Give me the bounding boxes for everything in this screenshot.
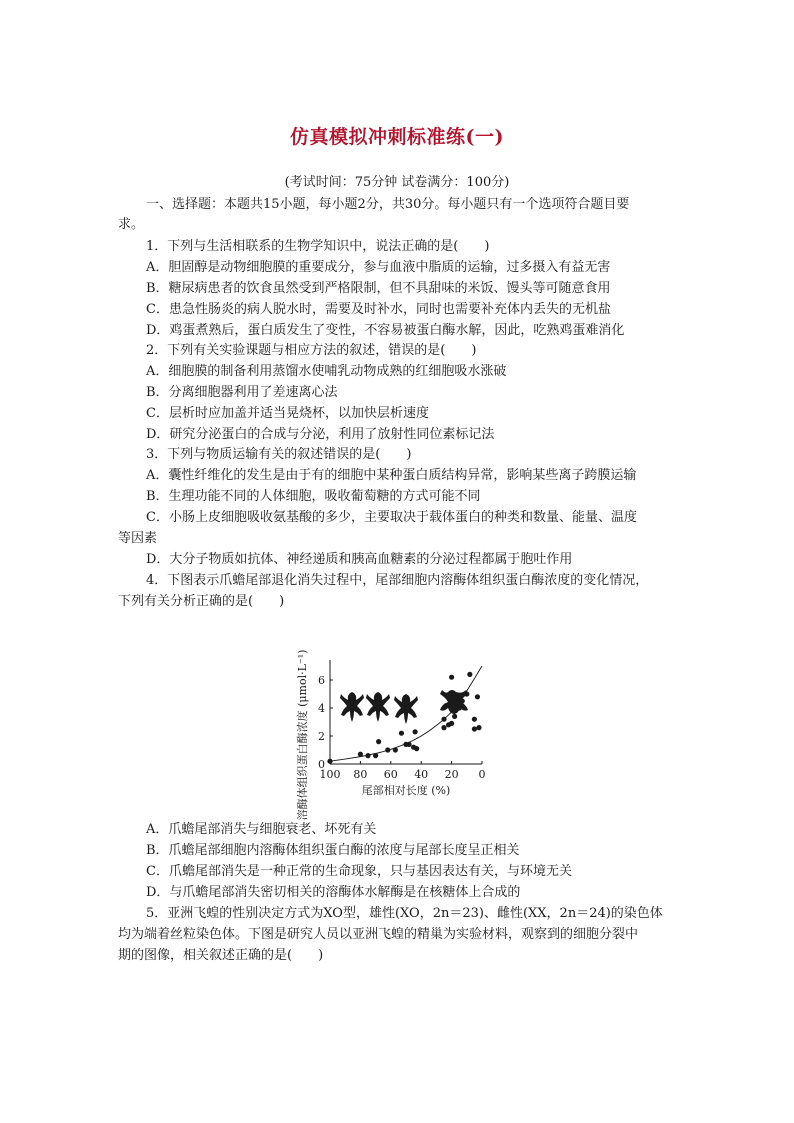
question-4-option-b: B．爪蟾尾部细胞内溶酶体组织蛋白酶的浓度与尾部长度呈正相关 [146, 843, 520, 858]
data-point [413, 729, 418, 734]
question-1-option-d: D．鸡蛋煮熟后，蛋白质发生了变性，不容易被蛋白酶水解，因此，吃熟鸡蛋难消化 [146, 323, 625, 338]
question-1-stem: 1．下列与生活相联系的生物学知识中，说法正确的是( ) [146, 239, 490, 254]
question-3-option-c: C．小肠上皮细胞吸收氨基酸的多少，主要取决于载体蛋白的种类和数量、能量、温度 [146, 510, 637, 525]
tadpole-icon [366, 692, 390, 722]
data-point [441, 717, 446, 722]
question-3-stem: 3．下列与物质运输有关的叙述错误的是( ) [146, 447, 412, 462]
question-2-option-c: C．层析时应加盖并适当晃烧杯，以加快层析速度 [146, 406, 429, 421]
y-tick-label: 0 [318, 758, 325, 771]
data-point [376, 739, 381, 744]
question-4-option-a: A．爪蟾尾部消失与细胞衰老、坏死有关 [146, 822, 377, 837]
question-2-option-b: B．分离细胞器利用了差速离心法 [146, 385, 338, 400]
question-1-option-c: C．患急性肠炎的病人脱水时，需要及时补水，同时也需要补充体内丢失的无机盐 [146, 302, 611, 317]
x-axis-label: 尾部相对长度 (%) [361, 784, 451, 797]
question-5-stem-line-3: 期的图像，相关叙述正确的是( ) [118, 948, 324, 963]
question-3-option-a: A．囊性纤维化的发生是由于有的细胞中某种蛋白质结构异常，影响某些离子跨膜运输 [146, 468, 637, 483]
y-tick-label: 6 [318, 674, 325, 687]
data-point [406, 742, 411, 747]
question-1-option-b: B．糖尿病患者的饮食虽然受到严格限制，但不具甜味的米饭、馒头等可随意食用 [146, 281, 611, 296]
data-point [475, 694, 480, 699]
y-tick-label: 2 [318, 730, 325, 743]
tadpole-icon [394, 694, 418, 724]
data-point [472, 726, 477, 731]
data-point [358, 752, 363, 757]
section-heading: 一、选择题：本题共15小题，每小题2分，共30分。每小题只有一个选项符合题目要 [146, 197, 630, 212]
y-tick-label: 4 [318, 702, 325, 715]
data-point [399, 731, 404, 736]
data-point [457, 705, 462, 710]
x-tick-label: 20 [444, 768, 459, 781]
data-point [393, 747, 398, 752]
question-3-option-d: D．大分子物质如抗体、神经递质和胰高血糖素的分泌过程都属于胞吐作用 [146, 552, 573, 567]
question-1-option-a: A．胆固醇是动物细胞膜的重要成分，参与血液中脂质的运输，过多摄入有益无害 [146, 260, 611, 275]
question-5-stem: 5．亚洲飞蝗的性别决定方式为XO型，雄性(XO，2n＝23)、雌性(XX，2n＝24)的染色体 [146, 906, 663, 921]
data-point [460, 698, 465, 703]
exam-info: (考试时间：75分钟 试卷满分：100分) [284, 175, 510, 190]
data-point [365, 753, 370, 758]
data-point [441, 725, 446, 730]
question-4-option-c: C．爪蟾尾部消失是一种正常的生命现象，只与基因表达有关，与环境无关 [146, 864, 572, 879]
question-2-option-d: D．研究分泌蛋白的合成与分泌，利用了放射性同位素标记法 [146, 427, 495, 442]
question-2-option-a: A．细胞膜的制备利用蒸馏水使哺乳动物成熟的红细胞吸水涨破 [146, 364, 507, 379]
data-point [452, 714, 457, 719]
question-4-stem-cont: 下列有关分析正确的是( ) [118, 594, 285, 609]
data-point [476, 725, 481, 730]
data-point [467, 672, 472, 677]
question-5-stem-line-2: 均为端着丝粒染色体。下图是研究人员以亚洲飞蝗的精巢为实验材料，观察到的细胞分裂中 [118, 927, 639, 942]
data-point [449, 721, 454, 726]
question-4-option-d: D．与爪蟾尾部消失密切相关的溶酶体水解酶是在核糖体上合成的 [146, 885, 521, 900]
tadpole-icon [340, 692, 364, 722]
data-point [464, 691, 469, 696]
question-2-stem: 2．下列有关实验课题与相应方法的叙述，错误的是( ) [146, 343, 477, 358]
enzyme-concentration-chart [290, 618, 490, 821]
x-tick-label: 0 [478, 768, 486, 781]
y-axis-label: 溶酶体组织蛋白酶浓度 (μmol·L⁻¹) [296, 649, 309, 821]
data-point [472, 717, 477, 722]
data-point [449, 675, 454, 680]
x-tick-label: 40 [414, 768, 429, 781]
data-point [414, 746, 419, 751]
section-heading-cont: 求。 [118, 217, 145, 232]
question-3-option-b: B．生理功能不同的人体细胞，吸收葡萄糖的方式可能不同 [146, 489, 481, 504]
x-tick-label: 60 [383, 768, 398, 781]
data-point [385, 747, 390, 752]
question-4-stem: 4．下图表示爪蟾尾部退化消失过程中，尾部细胞内溶酶体组织蛋白酶浓度的变化情况， [146, 573, 649, 588]
x-tick-label: 100 [319, 768, 341, 781]
page-title: 仿真模拟冲刺标准练(一) [290, 126, 504, 148]
data-point [327, 759, 332, 764]
question-3-option-c-cont: 等因素 [118, 531, 158, 546]
x-tick-label: 80 [353, 768, 368, 781]
chart-svg [290, 618, 490, 821]
data-point [373, 753, 378, 758]
